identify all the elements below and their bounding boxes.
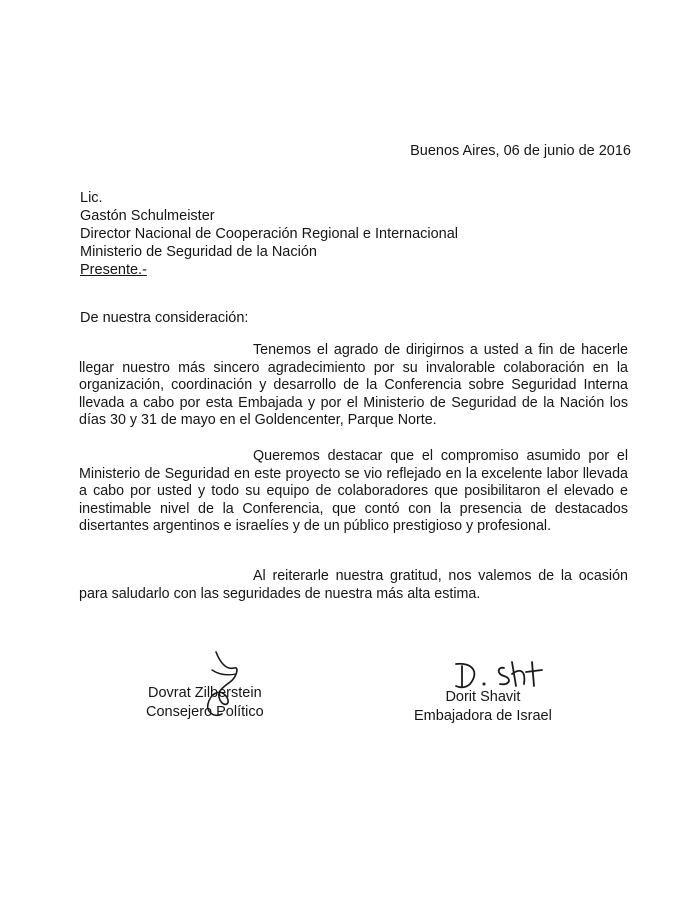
recipient-block <box>80 189 458 279</box>
recipient-presente: Presente.- <box>80 262 147 278</box>
recipient-position: Director Nacional de Cooperación Regional e Internacional <box>80 226 459 242</box>
signature-left <box>146 684 264 722</box>
paragraph-3: Al reiterarle nuestra gratitud, nos valemos de la ocasión para saludarlo con las seguridades de nuestra más alta estima. <box>79 568 628 602</box>
recipient-title: Lic. <box>80 190 103 206</box>
letter-date: Buenos Aires, 06 de junio de 2016 <box>410 143 631 159</box>
signature-right <box>414 688 552 726</box>
paragraph-1: Tenemos el agrado de dirigirnos a usted a fin de hacerle llegar nuestro más sincero agradecimiento por su invalorable colaboración en la organización, coordinación y desarrollo de la Conferencia sobre Seguridad Interna llevada a cabo por esta Embajada y por el Ministerio de Seguridad de la Nación los días 30 y 31 de mayo en el Goldencenter, Parque Norte. <box>79 342 628 429</box>
signature-right-title: Embajadora de Israel <box>414 708 552 724</box>
signature-left-title: Consejero Político <box>146 704 264 720</box>
paragraph-2: Queremos destacar que el compromiso asumido por el Ministerio de Seguridad en este proyecto se vio reflejado en la excelente labor llevada a cabo por usted y todo su equipo de colaboradores que posibilitaron el elevado e inestimable nivel de la Conferencia, que contó con la presencia de destacados disertantes argentinos e israelíes y de un público prestigioso y profesional. <box>79 448 628 535</box>
signature-right-name: Dorit Shavit <box>445 689 521 705</box>
signature-right-scribble <box>448 656 548 692</box>
recipient-organization: Ministerio de Seguridad de la Nación <box>80 244 317 260</box>
recipient-name: Gastón Schulmeister <box>80 208 215 224</box>
salutation: De nuestra consideración: <box>80 310 249 326</box>
signature-left-name: Dovrat Zilberstein <box>148 685 262 701</box>
